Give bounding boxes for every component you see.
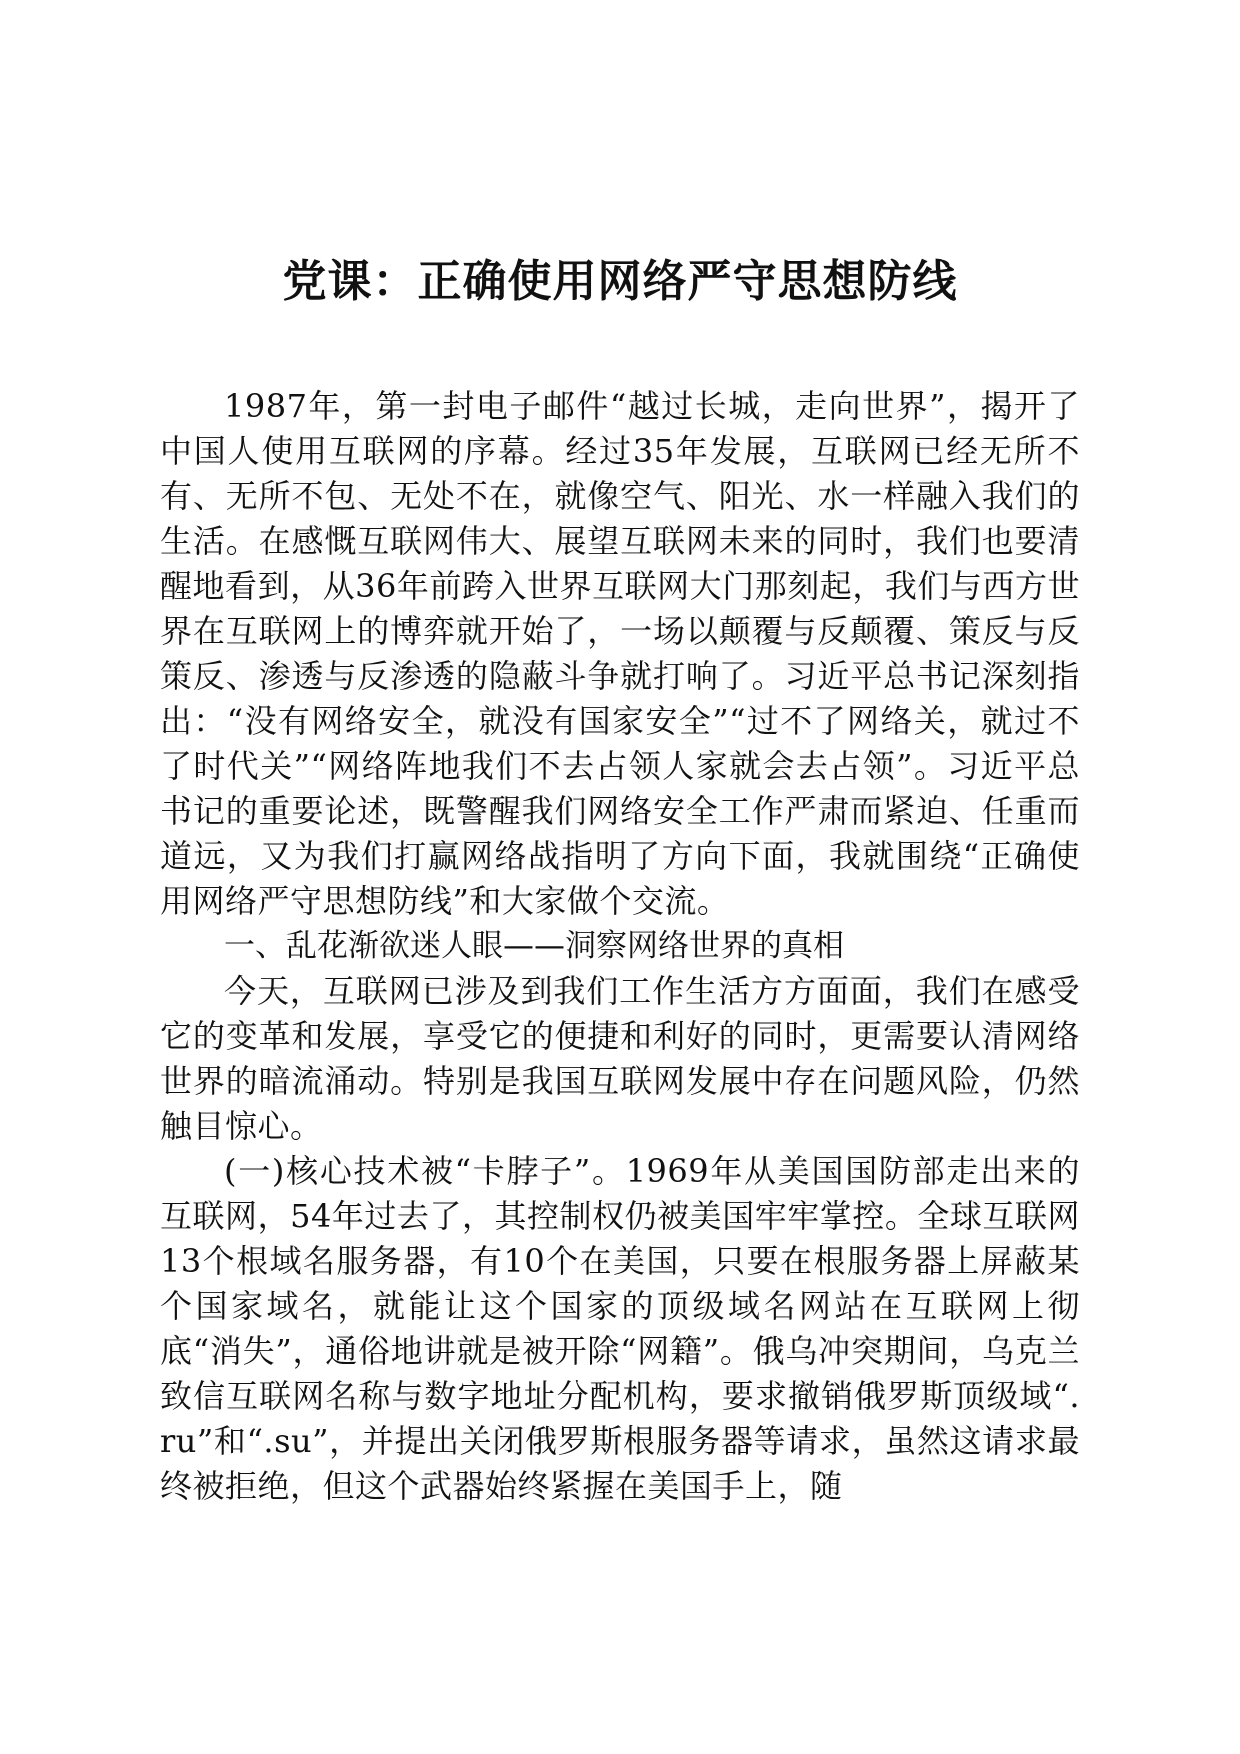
paragraph-intro: 1987年，第一封电子邮件“越过长城，走向世界”，揭开了中国人使用互联网的序幕。经过35年发展，互联网已经无所不有、无所不包、无处不在，就像空气、阳光、水一样融入我们的生活。在感慨互联网伟大、展望互联网未来的同时，我们也要清醒地看到，从36年前跨入世界互联网大门那刻起，我们与西方世界在互联网上的博弈就开始了，一场以颠覆与反颠覆、策反与反策反、渗透与反渗透的隐蔽斗争就打响了。习近平总书记深刻指出：“没有网络安全，就没有国家安全”“过不了网络关，就过不了时代关”“网络阵地我们不去占领人家就会去占领”。习近平总书记的重要论述，既警醒我们网络安全工作严肃而紧迫、任重而道远，又为我们打赢网络战指明了方向下面，我就围绕“正确使用网络严守思想防线”和大家做个交流。: [160, 387, 1080, 920]
document-body: [160, 384, 1080, 1509]
paragraph-section-1-intro: 今天，互联网已涉及到我们工作生活方方面面，我们在感受它的变革和发展，享受它的便捷和利好的同时，更需要认清网络世界的暗流涌动。特别是我国互联网发展中存在问题风险，仍然触目惊心。: [160, 972, 1080, 1145]
section-heading-1: 一、乱花渐欲迷人眼——洞察网络世界的真相: [224, 928, 844, 964]
paragraph-core-technology: (一)核心技术被“卡脖子”。1969年从美国国防部走出来的互联网，54年过去了，其控制权仍被美国牢牢掌控。全球互联网13个根域名服务器，有10个在美国，只要在根服务器上屏蔽某个国家域名，就能让这个国家的顶级域名网站在互联网上彻底“消失”，通俗地讲就是被开除“网籍”。俄乌冲突期间，乌克兰致信互联网名称与数字地址分配机构，要求撤销俄罗斯顶级域“.ru”和“.su”，并提出关闭俄罗斯根服务器等请求，虽然这请求最终被拒绝，但这个武器始终紧握在美国手上，随: [160, 1152, 1080, 1505]
document-title: 党课：正确使用网络严守思想防线: [282, 256, 958, 307]
